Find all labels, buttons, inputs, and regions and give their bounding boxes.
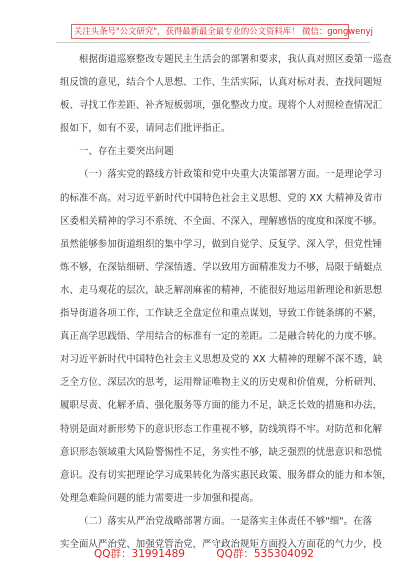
paragraph-line: 水、走马观花的层次，缺乏解剖麻雀的精神，不能很好地运用新理论和新思想 bbox=[60, 284, 383, 296]
footer-qq-group-2: QQ群：535304092 bbox=[216, 548, 314, 560]
paragraph-line: 板、寻找工作差距、补齐短板弱项，强化整改力度。现将个人对照检查情况汇 bbox=[60, 100, 383, 112]
paragraph-line: 组反馈的意见，结合个人思想、工作、生活实际，认真对标对表、查找问题短 bbox=[60, 77, 383, 89]
paragraph-line: 炼不够，在深钻细研、学深悟透、学以致用方面精准发力不够，局限于蜻蜓点 bbox=[60, 261, 383, 273]
paragraph-line: 乏全方位、深层次的思考，运用辩证唯物主义的历史观和价值观，分析研判、 bbox=[60, 377, 383, 389]
paragraph-line: （二）落实从严治党战略部署方面。一是落实主体责任不够"细"。在落 bbox=[79, 515, 373, 527]
paragraph-line: 虽然能够参加街道组织的集中学习，做到自觉学、反复学、深入学，但党性锤 bbox=[60, 238, 383, 250]
paragraph-line: 意识。没有切实把理论学习成果转化为落实惠民政策、服务群众的能力和本领， bbox=[60, 469, 392, 481]
paragraph-line: 履职尽责、化解矛盾、强化服务等方面的能力不足，缺乏长效的措施和办法， bbox=[60, 400, 383, 412]
paragraph-line: 特别是面对新形势下的意识形态工作重视不够，防线筑得不牢。对防范和化解 bbox=[60, 423, 383, 435]
document-body bbox=[60, 48, 392, 556]
paragraph-line: 对习近平新时代中国特色社会主义思想及党的 XX 大精神的理解不深不透，缺 bbox=[60, 354, 383, 366]
paragraph-line: 意识形态领域重大风险警惕性不足，务实性不够，缺乏强烈的忧患意识和恐慌 bbox=[60, 446, 383, 458]
footer-qq-group-1: QQ群：31991489 bbox=[94, 548, 185, 560]
paragraph-line: 处理急难险问题的能力需要进一步加强和提高。 bbox=[60, 492, 259, 504]
paragraph-line: 的标准不高。对习近平新时代中国特色社会主义思想、党的 XX 大精神及省市 bbox=[60, 192, 383, 204]
section-heading: 一、存在主要突出问题 bbox=[79, 146, 174, 158]
paragraph-line: 实全面从严治党、加强党管治党，严守政治规矩方面投入方面花的气力少，投 bbox=[60, 538, 383, 550]
paragraph-line: 报如下，如有不妥，请同志们批评指正。 bbox=[60, 123, 231, 135]
paragraph-line: 真正高学思践悟、学用结合的标准有一定的差距。二是融合转化的力度不够。 bbox=[60, 331, 383, 343]
header-divider bbox=[56, 42, 370, 43]
footer-contact bbox=[0, 547, 408, 561]
paragraph-line: 区委相关精神的学习不系统、不全面、不深入，理解感悟的度度和深度不够。 bbox=[60, 215, 383, 227]
paragraph-line: 根据街道巡察整改专题民主生活会的部署和要求，我认真对照区委第一巡查 bbox=[79, 54, 392, 65]
header-banner: 关注头条号"公文研究"，获得最新最全最专业的公文资料库！ 微信：gongwenyj bbox=[71, 24, 349, 39]
paragraph-line: （一）落实党的路线方针政策和党中央重大决策部署方面。一是理论学习 bbox=[79, 169, 383, 181]
paragraph-line: 指导街道各项工作，工作缺乏全盘定位和重点谋划，导致工作链条绑的不紧， bbox=[60, 308, 383, 320]
